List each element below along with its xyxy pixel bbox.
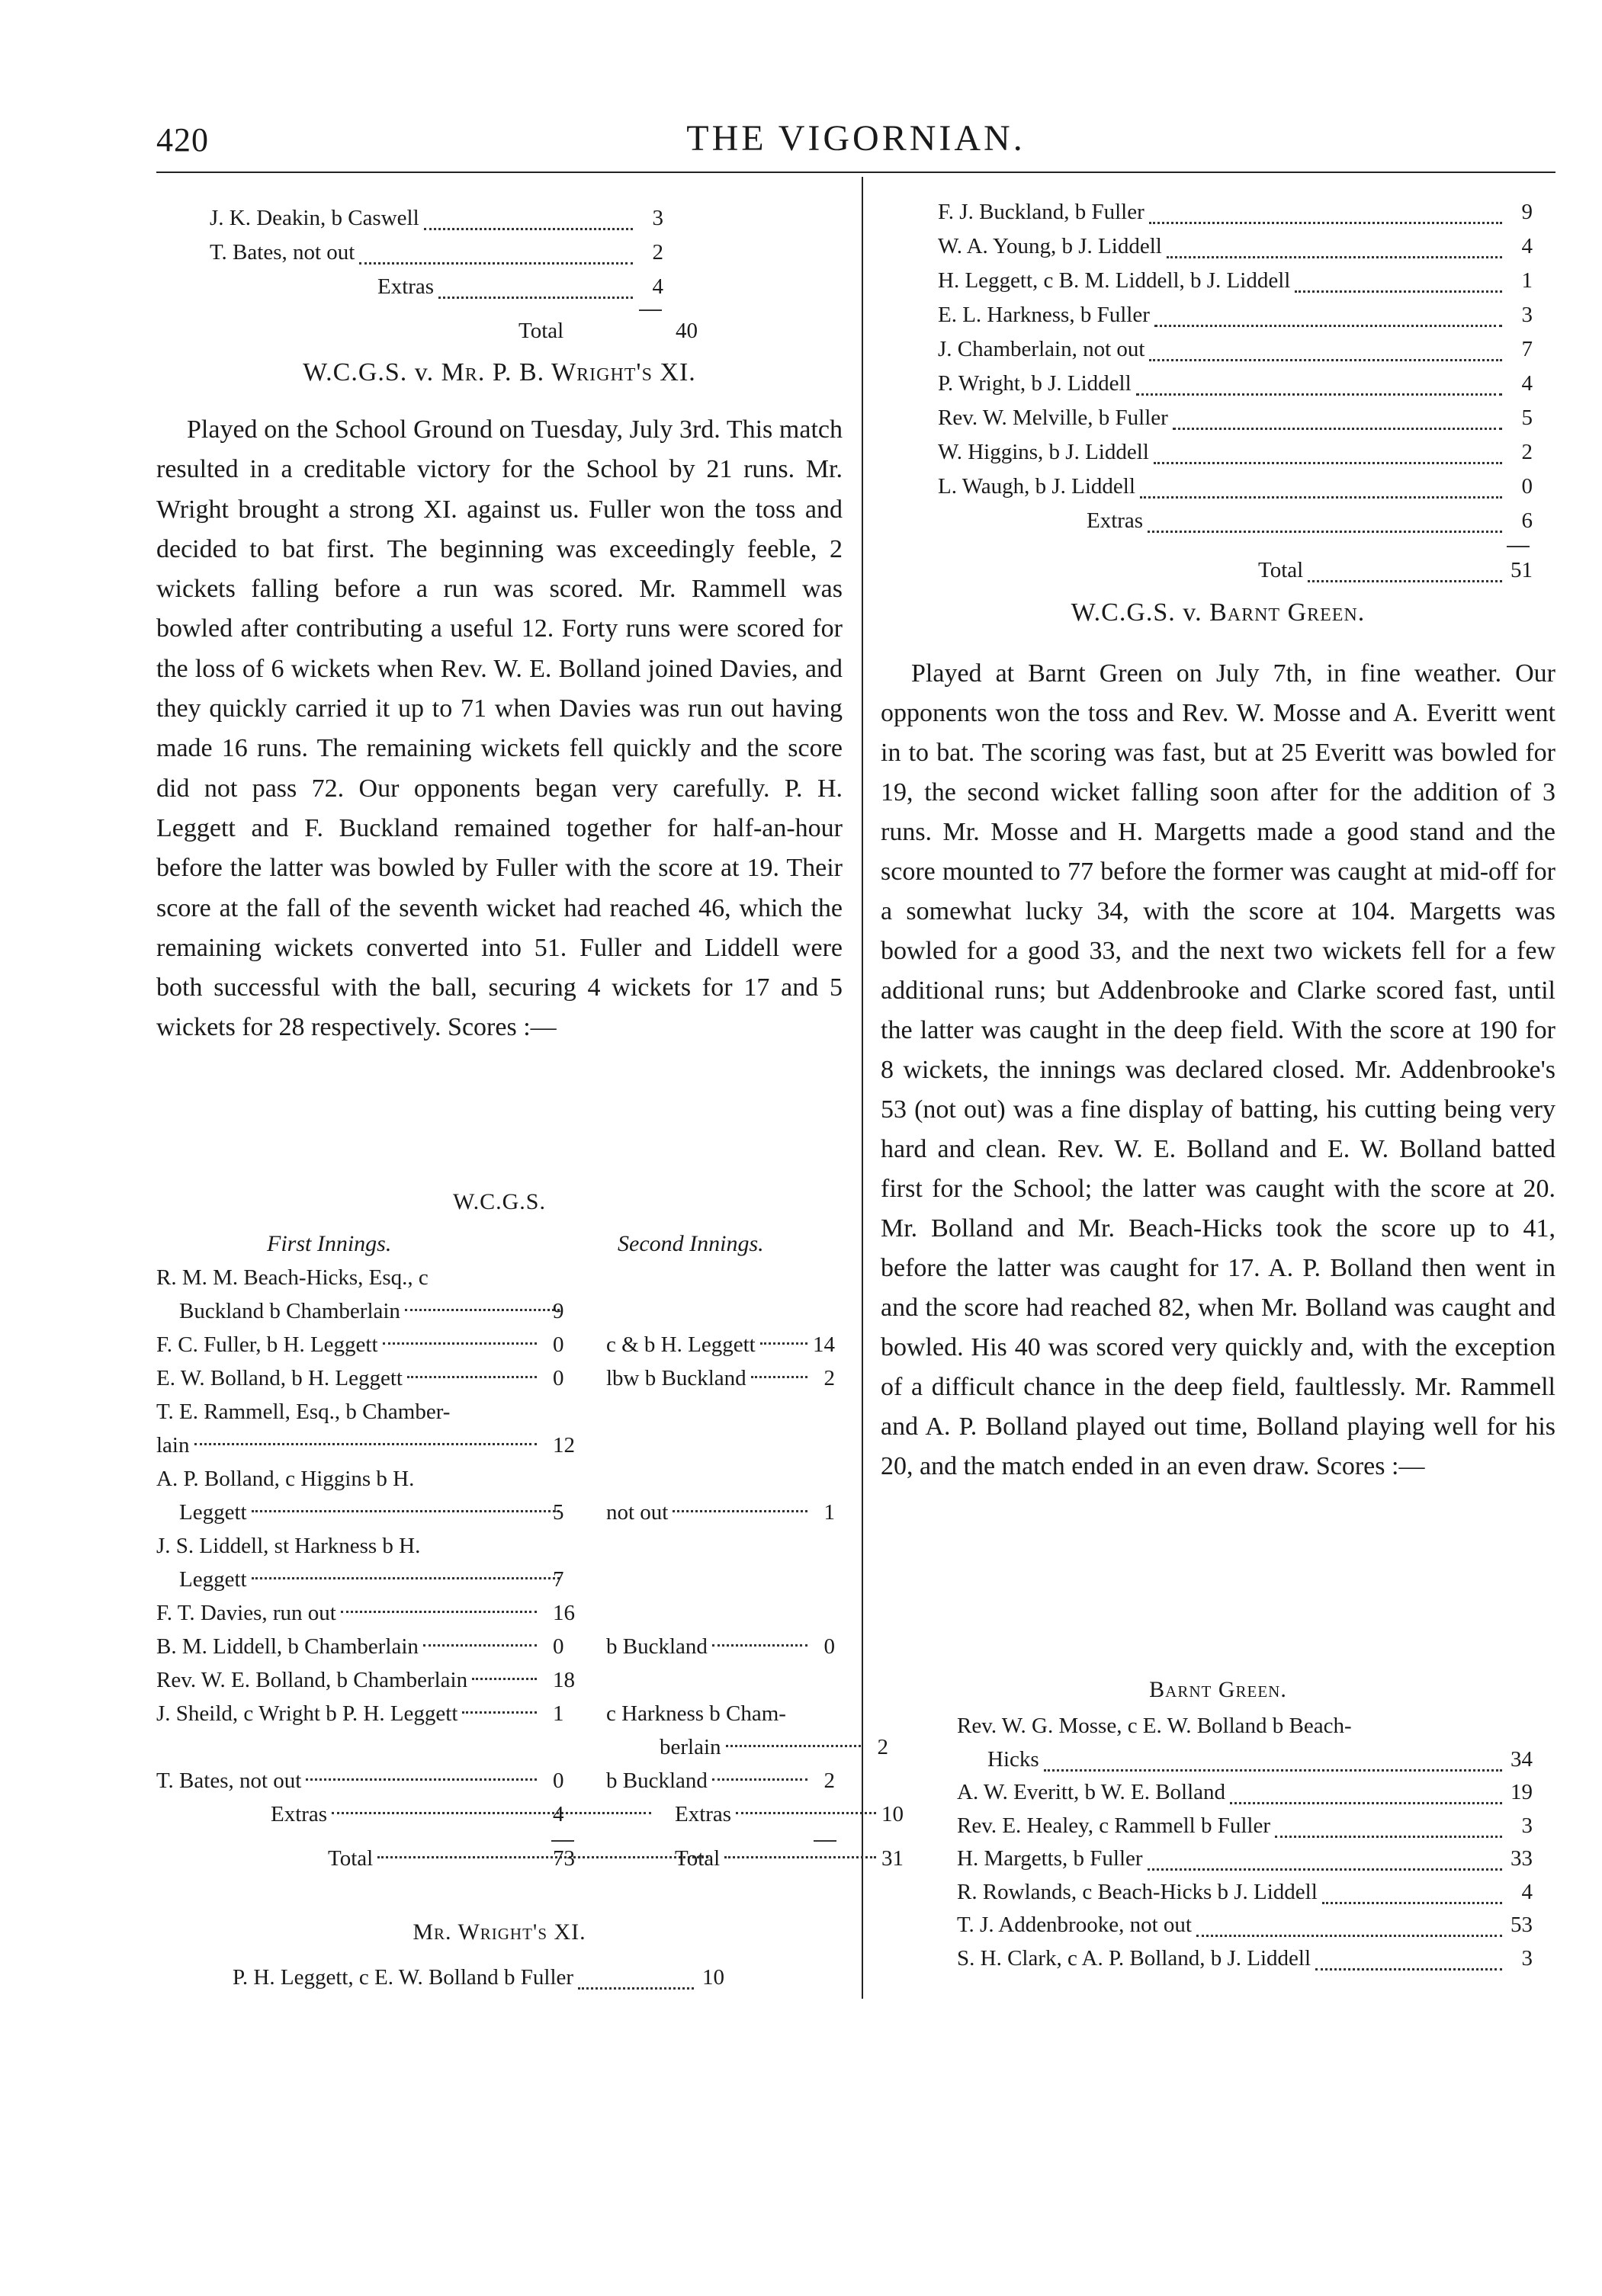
second-innings-runs: 31 xyxy=(881,1846,904,1871)
first-innings-runs: 0 xyxy=(553,1332,564,1357)
second-innings-runs: 2 xyxy=(823,1768,835,1793)
column-divider xyxy=(862,177,863,1999)
innings-row: A. P. Bolland, c Higgins b H. xyxy=(156,1467,415,1491)
innings-row: B. M. Liddell, b Chamberlain 0 b Buckland 0 xyxy=(156,1634,835,1659)
score-row: T. Bates, not out 2 xyxy=(210,240,663,265)
score-row: Extras 6 xyxy=(1087,508,1533,533)
innings-row: berlain 2 xyxy=(660,1735,888,1759)
match-heading-barnt-green: W.C.G.S. v. Barnt Green. xyxy=(1071,598,1366,627)
first-innings-runs: 0 xyxy=(553,1634,564,1659)
innings-row: T. E. Rammell, Esq., b Chamber- xyxy=(156,1400,451,1424)
first-innings-runs: 1 xyxy=(553,1701,564,1726)
first-innings-runs: 7 xyxy=(553,1567,564,1592)
score-row: F. J. Buckland, b Fuller 9 xyxy=(938,200,1533,224)
score-row: E. L. Harkness, b Fuller 3 xyxy=(938,303,1533,327)
total-rule xyxy=(639,309,662,311)
score-row: H. Margetts, b Fuller 33 xyxy=(957,1846,1533,1871)
score-row: A. W. Everitt, b W. E. Bolland 19 xyxy=(957,1780,1533,1804)
first-innings-runs: 4 xyxy=(553,1802,564,1826)
score-row: R. Rowlands, c Beach-Hicks b J. Liddell 4 xyxy=(957,1879,1533,1904)
innings-row: E. W. Bolland, b H. Leggett 0 lbw b Buckland 2 xyxy=(156,1366,835,1390)
score-row: W. Higgins, b J. Liddell 2 xyxy=(938,440,1533,464)
first-innings-label: First Innings. xyxy=(267,1231,392,1256)
first-innings-runs: 18 xyxy=(553,1668,575,1692)
first-innings-runs: 73 xyxy=(553,1846,575,1871)
first-innings-runs: 12 xyxy=(553,1433,575,1457)
first-innings-runs: 0 xyxy=(553,1768,564,1793)
innings-row: lain 12 xyxy=(156,1433,843,1467)
score-row: H. Leggett, c B. M. Liddell, b J. Liddell 1 xyxy=(938,268,1533,293)
score-row: J. K. Deakin, b Caswell 3 xyxy=(210,206,663,230)
score-row: Total 51 xyxy=(1258,558,1533,582)
second-innings-runs: 0 xyxy=(823,1634,835,1659)
team-label-barnt-green: Barnt Green. xyxy=(1149,1677,1287,1702)
total-rule xyxy=(814,1840,836,1842)
match-heading: W.C.G.S. v. Mr. P. B. Wright's XI. xyxy=(303,358,696,386)
innings-row: F. C. Fuller, b H. Leggett 0 c & b H. Leggett 14 xyxy=(156,1332,835,1357)
score-row: Rev. W. G. Mosse, c E. W. Bolland b Beach- xyxy=(957,1714,1352,1738)
second-innings-runs: 2 xyxy=(823,1366,835,1390)
innings-row: T. Bates, not out 0 b Buckland 2 xyxy=(156,1768,835,1793)
opponent-heading: Mr. Wright's XI. xyxy=(413,1919,586,1945)
score-row: W. A. Young, b J. Liddell 4 xyxy=(938,234,1533,258)
extras-row: Extras 4 xyxy=(377,274,663,299)
page-header xyxy=(156,114,1555,175)
team-label: W.C.G.S. xyxy=(453,1189,546,1214)
second-innings-runs: 10 xyxy=(881,1802,904,1826)
total-rule xyxy=(1507,546,1530,547)
innings-row: J. S. Liddell, st Harkness b H. xyxy=(156,1534,421,1558)
match-report: Played on the School Ground on Tuesday, July 3rd. This match resulted in a creditable victory for the School by 21 runs. Mr. Wright brought a strong XI. against us. Fuller won the toss and decided to bat first. The beginning was exceedingly feeble, 2 wickets falling before a run was scored. Mr. Rammell was bowled after contributing a useful 12. Forty runs were scored for the loss of 6 wickets when Rev. W. E. Bolland joined Davies, and they quickly carried it up to 71 when Davies was run out having made 16 runs. The remaining wickets fell quickly and the score did not pass 72. Our opponents began very carefully. P. H. Leggett and F. Buckland remained together for half-an-hour before the latter was bowled by Fuller with the score at 19. Their score at the fall of the seventh wicket had reached 46, which the remaining wickets converted into 51. Fuller and Liddell were both successful with the ball, securing 4 wickets for 17 and 5 wickets for 28 respectively. Scores :— xyxy=(156,415,843,1042)
total-row: Total 40 xyxy=(518,319,698,343)
innings-row: R. M. M. Beach-Hicks, Esq., c xyxy=(156,1265,429,1290)
first-innings-runs: 5 xyxy=(553,1500,564,1525)
innings-row: Buckland b Chamberlain 9 xyxy=(156,1299,843,1332)
score-row: Rev. E. Healey, c Rammell b Fuller 3 xyxy=(957,1813,1533,1838)
innings-row: Extras 4 Extras 10 xyxy=(271,1802,904,1826)
score-row: P. Wright, b J. Liddell 4 xyxy=(938,371,1533,396)
score-row: S. H. Clark, c A. P. Bolland, b J. Liddell 3 xyxy=(957,1945,1533,1971)
score-row: Rev. W. Melville, b Fuller 5 xyxy=(938,406,1533,430)
innings-row: Rev. W. E. Bolland, b Chamberlain 18 xyxy=(156,1668,843,1701)
first-innings-runs: 16 xyxy=(553,1601,575,1625)
innings-row: F. T. Davies, run out 16 xyxy=(156,1601,843,1634)
innings-row: Total 73 Total 31 xyxy=(328,1846,904,1871)
second-innings-runs: 1 xyxy=(823,1500,835,1525)
innings-row: J. Sheild, c Wright b P. H. Leggett 1 c Harkness b Cham- xyxy=(156,1701,786,1726)
second-innings-label: Second Innings. xyxy=(618,1231,764,1256)
score-row: T. J. Addenbrooke, not out 53 xyxy=(957,1913,1533,1937)
second-innings-runs: 14 xyxy=(813,1332,835,1357)
total-rule xyxy=(551,1840,574,1842)
score-row: J. Chamberlain, not out 7 xyxy=(938,337,1533,361)
match-report-barnt-green: Played at Barnt Green on July 7th, in fine weather. Our opponents won the toss and Rev. W. Mosse and A. Everitt went in to bat. The scoring was fast, but at 25 Everitt was bowled for 19, the second wicket falling soon after for the addition of 3 runs. Mr. Mosse and H. Margetts made a good stand and the score mounted to 77 before the former was caught at mid-off for a somewhat lucky 34, with the score at 104. Margetts was bowled for a good 33, and the next two wickets fell for a few additional runs; but Addenbrooke and Clarke scored fast, until the latter was caught in the deep field. With the score at 190 for 8 wickets, the innings was declared closed. Mr. Addenbrooke's 53 (not out) was a fine display of batting, his cutting being very hard and clean. Rev. W. E. Bolland and E. W. Bolland batted first for the School; the latter was caught with the score at 20. Mr. Bolland and Mr. Beach-Hicks took the score up to 41, before the latter was caught for 17. A. P. Bolland then went in and the score had reached 82, when Mr. Bolland was caught and bowled. His 40 was scored very quickly and, with the exception of a difficult chance in the deep field, faultlessly. Mr. Rammell and A. P. Bolland played out time, Bolland playing well for his 20, and the match ended in an even draw. Scores :— xyxy=(881,659,1555,1480)
score-row: P. H. Leggett, c E. W. Bolland b Fuller 10 xyxy=(233,1965,724,1990)
second-innings-runs: 2 xyxy=(877,1735,888,1759)
innings-row: Leggett 5 not out 1 xyxy=(179,1500,835,1525)
running-title: THE VIGORNIAN. xyxy=(686,118,1026,159)
score-row: Hicks 34 xyxy=(987,1746,1533,1772)
header-rule xyxy=(156,172,1555,173)
score-row: L. Waugh, b J. Liddell 0 xyxy=(938,474,1533,499)
page-number: 420 xyxy=(156,121,209,159)
innings-row: Leggett 7 xyxy=(156,1567,843,1601)
first-innings-runs: 9 xyxy=(553,1299,564,1323)
first-innings-runs: 0 xyxy=(553,1366,564,1390)
